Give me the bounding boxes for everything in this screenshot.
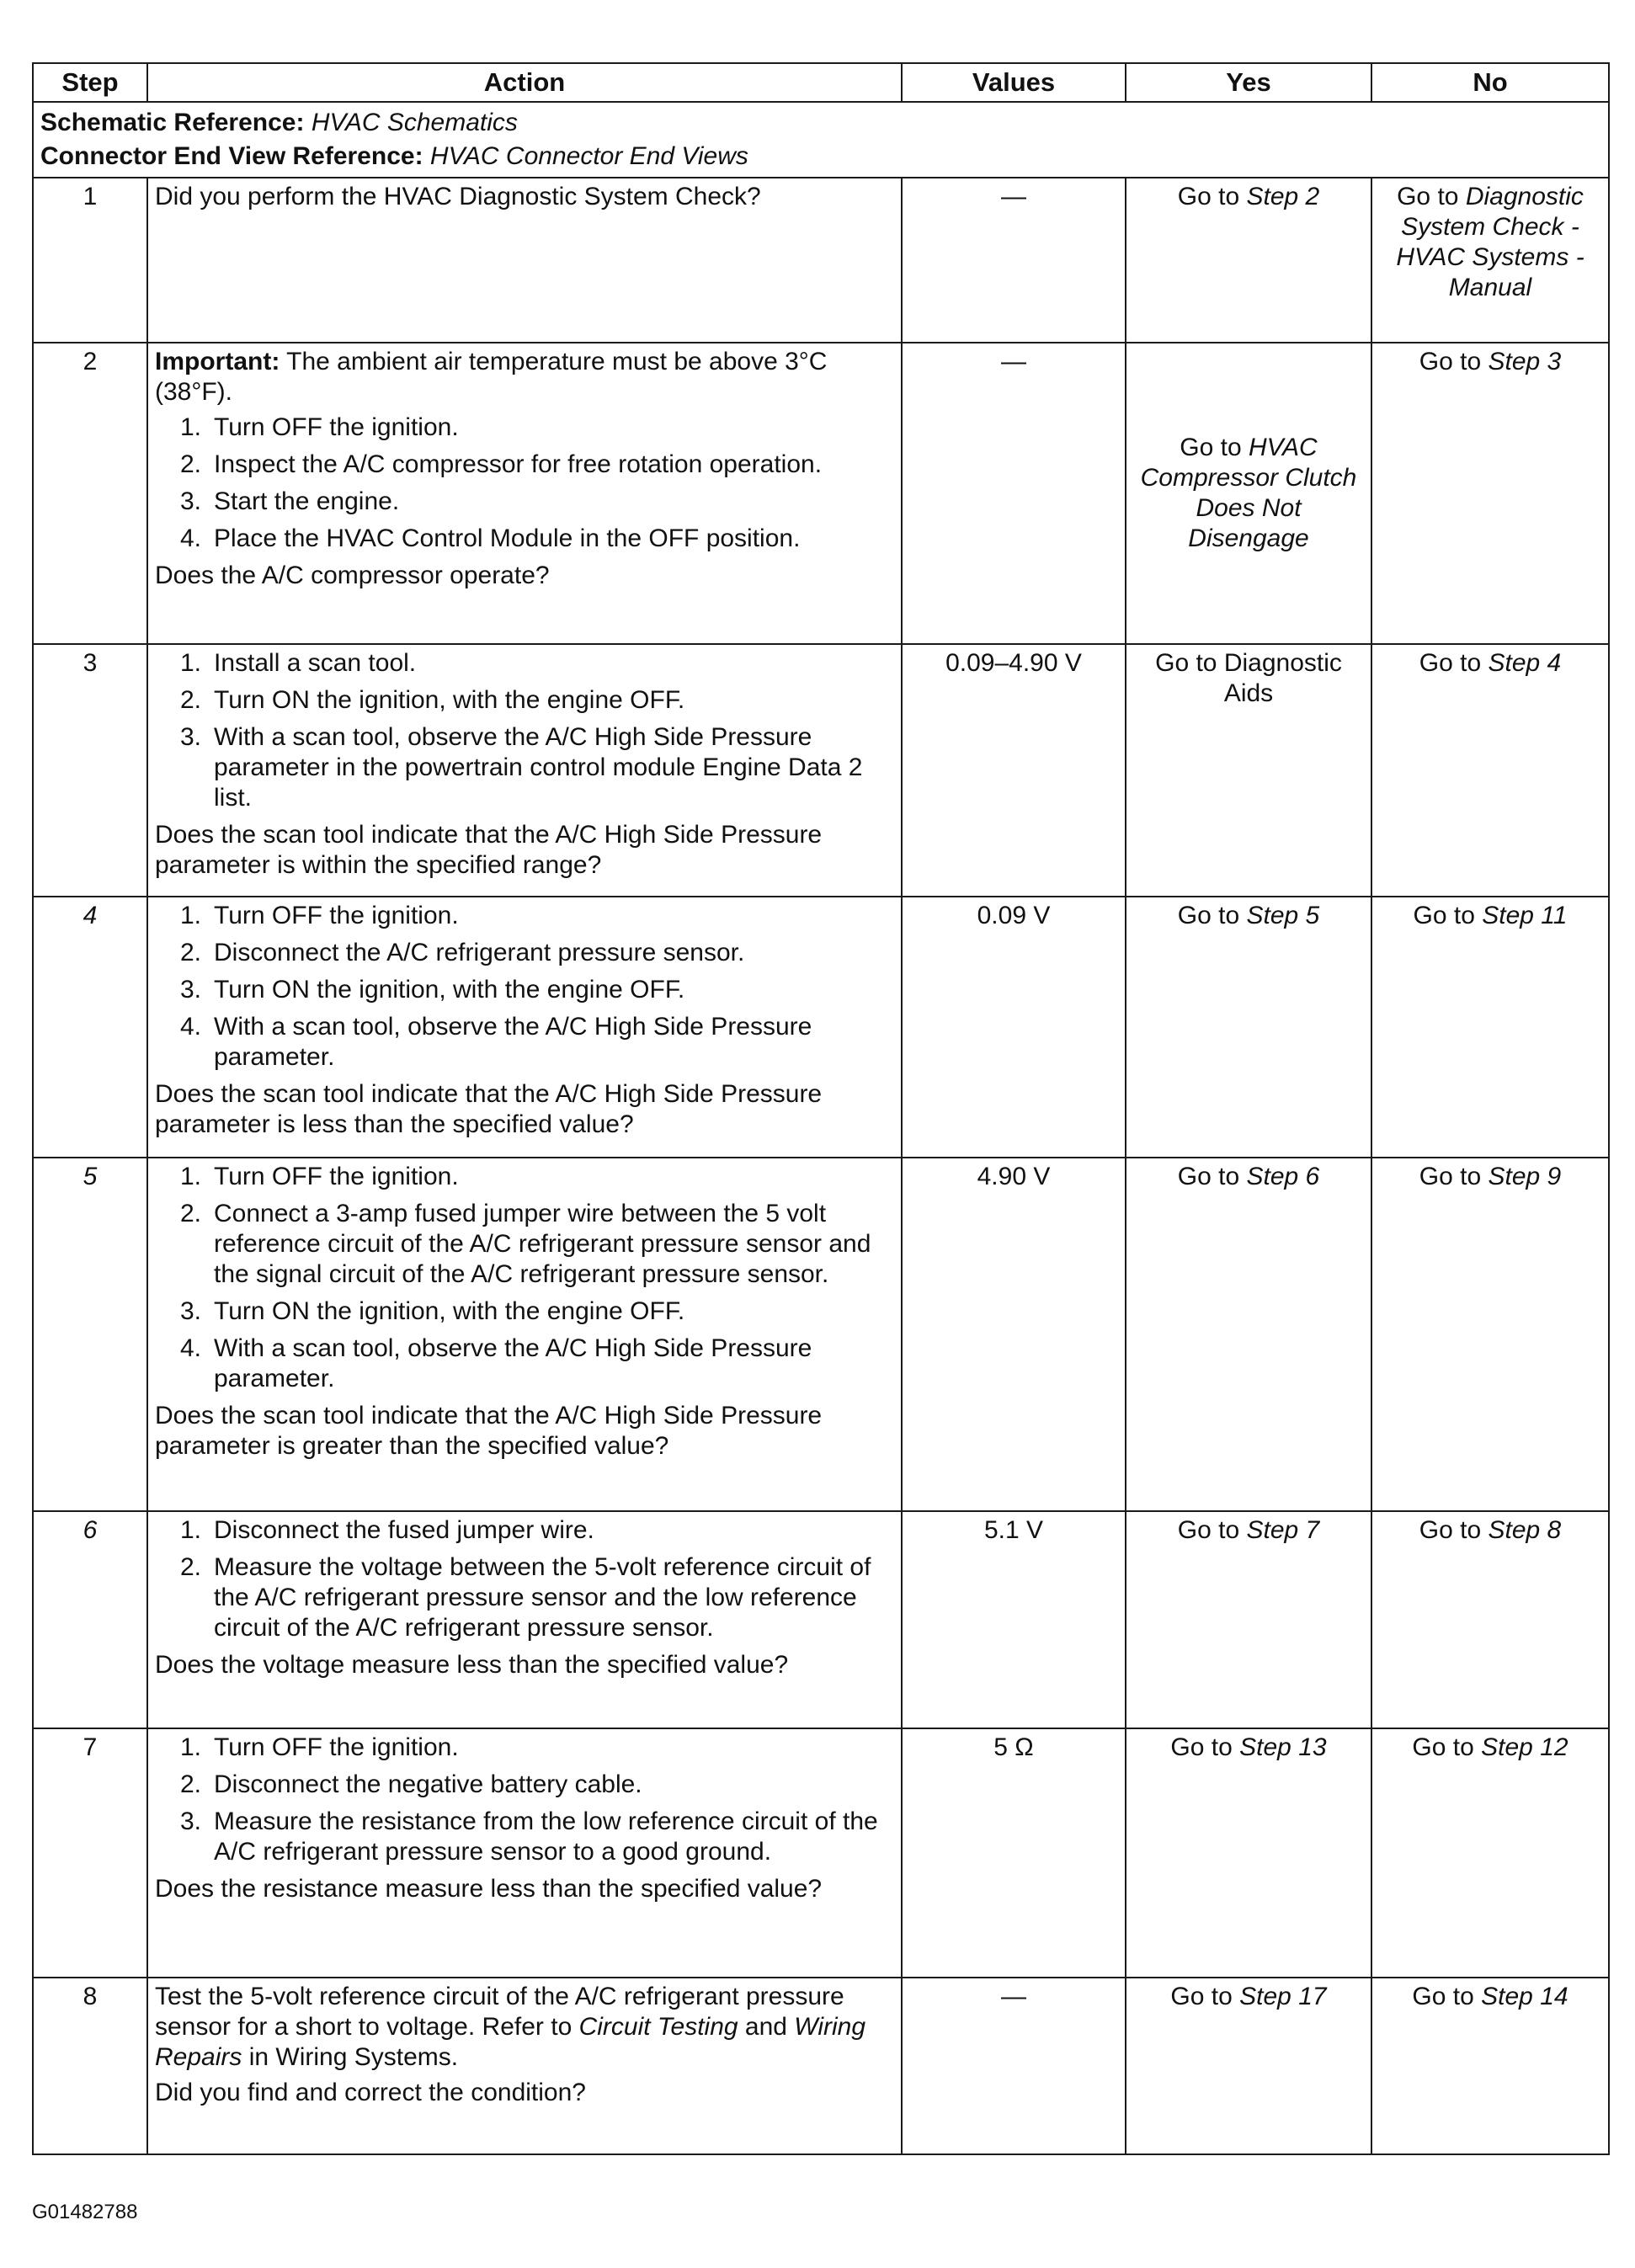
important-note: Important: The ambient air temperature must be above 3°C (38°F). — [155, 348, 828, 406]
no-link[interactable]: Step 4 — [1488, 649, 1562, 677]
action-cell — [147, 178, 902, 343]
step-number: 1 — [33, 178, 147, 343]
table-row — [33, 1158, 1609, 1511]
yes-link[interactable]: Step 6 — [1246, 1163, 1320, 1190]
list-item: 2. Connect a 3-amp fused jumper wire between the 5 volt reference circuit of the A/C refrigerant pressure sensor and the signal circuit of the A/C refrigerant pressure sensor. — [180, 1200, 871, 1288]
yes-link[interactable]: Step 2 — [1246, 183, 1320, 210]
schematic-reference: Schematic Reference: HVAC Schematics — [40, 109, 518, 136]
value-cell: 0.09–4.90 V — [902, 644, 1126, 897]
action-steps — [155, 901, 894, 1073]
list-item: 1. Turn OFF the ignition. — [180, 1733, 459, 1761]
action-question: Does the scan tool indicate that the A/C High Side Pressure parameter is within the specified range? — [155, 821, 823, 879]
list-item: 2. Measure the voltage between the 5-volt reference circuit of the A/C refrigerant pressure sensor and the low reference circuit of the A/C refrigerant pressure sensor. — [180, 1553, 871, 1642]
action-question: Does the A/C compressor operate? — [155, 562, 550, 589]
diagnostic-table — [32, 62, 1610, 2155]
no-link[interactable]: Step 14 — [1481, 1983, 1568, 2010]
value-cell: — — [902, 343, 1126, 644]
action-steps — [155, 1515, 894, 1643]
yes-cell: Go to Step 17 — [1126, 1978, 1371, 2154]
no-cell: Go to Step 9 — [1371, 1158, 1609, 1511]
action-question: Does the voltage measure less than the specified value? — [155, 1651, 789, 1679]
action-cell — [147, 1158, 902, 1511]
no-cell: Go to Step 3 — [1371, 343, 1609, 644]
action-cell — [147, 1728, 902, 1978]
step-number: 4 — [33, 897, 147, 1158]
connector-reference: Connector End View Reference: HVAC Connector End Views — [40, 142, 748, 170]
yes-cell: Go to Step 6 — [1126, 1158, 1371, 1511]
no-cell: Go to Step 11 — [1371, 897, 1609, 1158]
header-yes: Yes — [1126, 63, 1371, 102]
connector-reference-link[interactable]: HVAC Connector End Views — [429, 142, 748, 170]
table-row — [33, 1978, 1609, 2154]
list-item: 1. Turn OFF the ignition. — [180, 1163, 459, 1190]
list-item: 2. Turn ON the ignition, with the engine OFF. — [180, 686, 685, 714]
action-steps — [155, 1733, 894, 1867]
yes-link[interactable]: Step 5 — [1246, 902, 1320, 929]
value-cell: 0.09 V — [902, 897, 1126, 1158]
step-number: 6 — [33, 1511, 147, 1728]
action-question: Did you perform the HVAC Diagnostic System Check? — [155, 183, 761, 210]
no-link[interactable]: Diagnostic System Check - HVAC Systems - Manual — [1396, 183, 1584, 301]
list-item: 4. With a scan tool, observe the A/C High Side Pressure parameter. — [180, 1013, 812, 1071]
no-link[interactable]: Step 12 — [1481, 1733, 1568, 1761]
list-item: 4. Place the HVAC Control Module in the OFF position. — [180, 524, 801, 552]
wiring-repairs-link[interactable]: Wiring Repairs — [155, 2013, 866, 2071]
no-cell: Go to Step 8 — [1371, 1511, 1609, 1728]
list-item: 2. Disconnect the A/C refrigerant pressure sensor. — [180, 939, 745, 966]
step-number: 2 — [33, 343, 147, 644]
yes-cell: Go to Step 2 — [1126, 178, 1371, 343]
list-item: 2. Inspect the A/C compressor for free rotation operation. — [180, 450, 823, 478]
action-cell — [147, 1511, 902, 1728]
no-link[interactable]: Step 8 — [1488, 1516, 1562, 1544]
yes-cell: Go to Step 13 — [1126, 1728, 1371, 1978]
list-item: 1. Disconnect the fused jumper wire. — [180, 1516, 594, 1544]
list-item: 1. Turn OFF the ignition. — [180, 413, 459, 441]
header-action: Action — [147, 63, 902, 102]
list-item: 3. With a scan tool, observe the A/C High Side Pressure parameter in the powertrain control module Engine Data 2 list. — [180, 723, 863, 812]
step-number: 7 — [33, 1728, 147, 1978]
header-no: No — [1371, 63, 1609, 102]
yes-link[interactable]: HVAC Compressor Clutch Does Not Disengage — [1140, 434, 1357, 552]
yes-cell: Go to Diagnostic Aids — [1126, 644, 1371, 897]
list-item: 1. Install a scan tool. — [180, 649, 417, 677]
header-values: Values — [902, 63, 1126, 102]
action-steps — [155, 648, 894, 813]
no-cell: Go to Diagnostic System Check - HVAC Systems - Manual — [1371, 178, 1609, 343]
action-question: Did you find and correct the condition? — [155, 2079, 586, 2106]
yes-link[interactable]: Step 7 — [1246, 1516, 1320, 1544]
action-question: Does the scan tool indicate that the A/C High Side Pressure parameter is greater than the specified value? — [155, 1402, 823, 1460]
figure-id: G01482788 — [32, 2201, 138, 2223]
no-link[interactable]: Step 9 — [1488, 1163, 1562, 1190]
yes-cell: Go to HVAC Compressor Clutch Does Not Disengage — [1126, 343, 1371, 644]
action-cell — [147, 897, 902, 1158]
table-row — [33, 343, 1609, 644]
list-item: 3. Turn ON the ignition, with the engine OFF. — [180, 1297, 685, 1325]
action-cell — [147, 1978, 902, 2154]
yes-link[interactable]: Step 13 — [1239, 1733, 1327, 1761]
list-item: 2. Disconnect the negative battery cable. — [180, 1770, 642, 1798]
table-row — [33, 897, 1609, 1158]
action-question: Does the resistance measure less than the specified value? — [155, 1875, 823, 1903]
list-item: 1. Turn OFF the ignition. — [180, 902, 459, 929]
value-cell: 5 Ω — [902, 1728, 1126, 1978]
step-number: 8 — [33, 1978, 147, 2154]
yes-cell: Go to Step 5 — [1126, 897, 1371, 1158]
no-link[interactable]: Step 3 — [1488, 348, 1562, 375]
circuit-testing-link[interactable]: Circuit Testing — [578, 2013, 738, 2041]
no-cell: Go to Step 14 — [1371, 1978, 1609, 2154]
reference-row — [33, 102, 1609, 178]
header-row — [33, 63, 1609, 102]
header-step: Step — [33, 63, 147, 102]
table-row — [33, 1728, 1609, 1978]
table-row — [33, 1511, 1609, 1728]
action-steps — [155, 1162, 894, 1394]
step-number: 3 — [33, 644, 147, 897]
list-item: 3. Start the engine. — [180, 487, 400, 515]
diagnostic-table-page — [32, 62, 1608, 2155]
step-number: 5 — [33, 1158, 147, 1511]
schematic-reference-link[interactable]: HVAC Schematics — [311, 109, 518, 136]
value-cell: — — [902, 178, 1126, 343]
yes-cell: Go to Step 7 — [1126, 1511, 1371, 1728]
action-cell — [147, 644, 902, 897]
no-link[interactable]: Step 11 — [1482, 902, 1568, 929]
yes-link[interactable]: Step 17 — [1239, 1983, 1327, 2010]
action-cell — [147, 343, 902, 644]
value-cell: 4.90 V — [902, 1158, 1126, 1511]
list-item: 3. Measure the resistance from the low reference circuit of the A/C refrigerant pressure sensor to a good ground. — [180, 1807, 878, 1866]
no-cell: Go to Step 4 — [1371, 644, 1609, 897]
list-item: 3. Turn ON the ignition, with the engine OFF. — [180, 976, 685, 1004]
no-cell: Go to Step 12 — [1371, 1728, 1609, 1978]
table-row — [33, 178, 1609, 343]
value-cell: 5.1 V — [902, 1511, 1126, 1728]
value-cell: — — [902, 1978, 1126, 2154]
action-steps — [155, 413, 894, 554]
list-item: 4. With a scan tool, observe the A/C High Side Pressure parameter. — [180, 1334, 812, 1392]
reference-cell — [33, 102, 1609, 178]
table-row — [33, 644, 1609, 897]
action-question: Does the scan tool indicate that the A/C High Side Pressure parameter is less than the specified value? — [155, 1080, 823, 1138]
action-text: Test the 5-volt reference circuit of the A/C refrigerant pressure sensor for a short to voltage. Refer to Circuit Testing and Wiring Repairs in Wiring Systems. — [155, 1983, 866, 2071]
